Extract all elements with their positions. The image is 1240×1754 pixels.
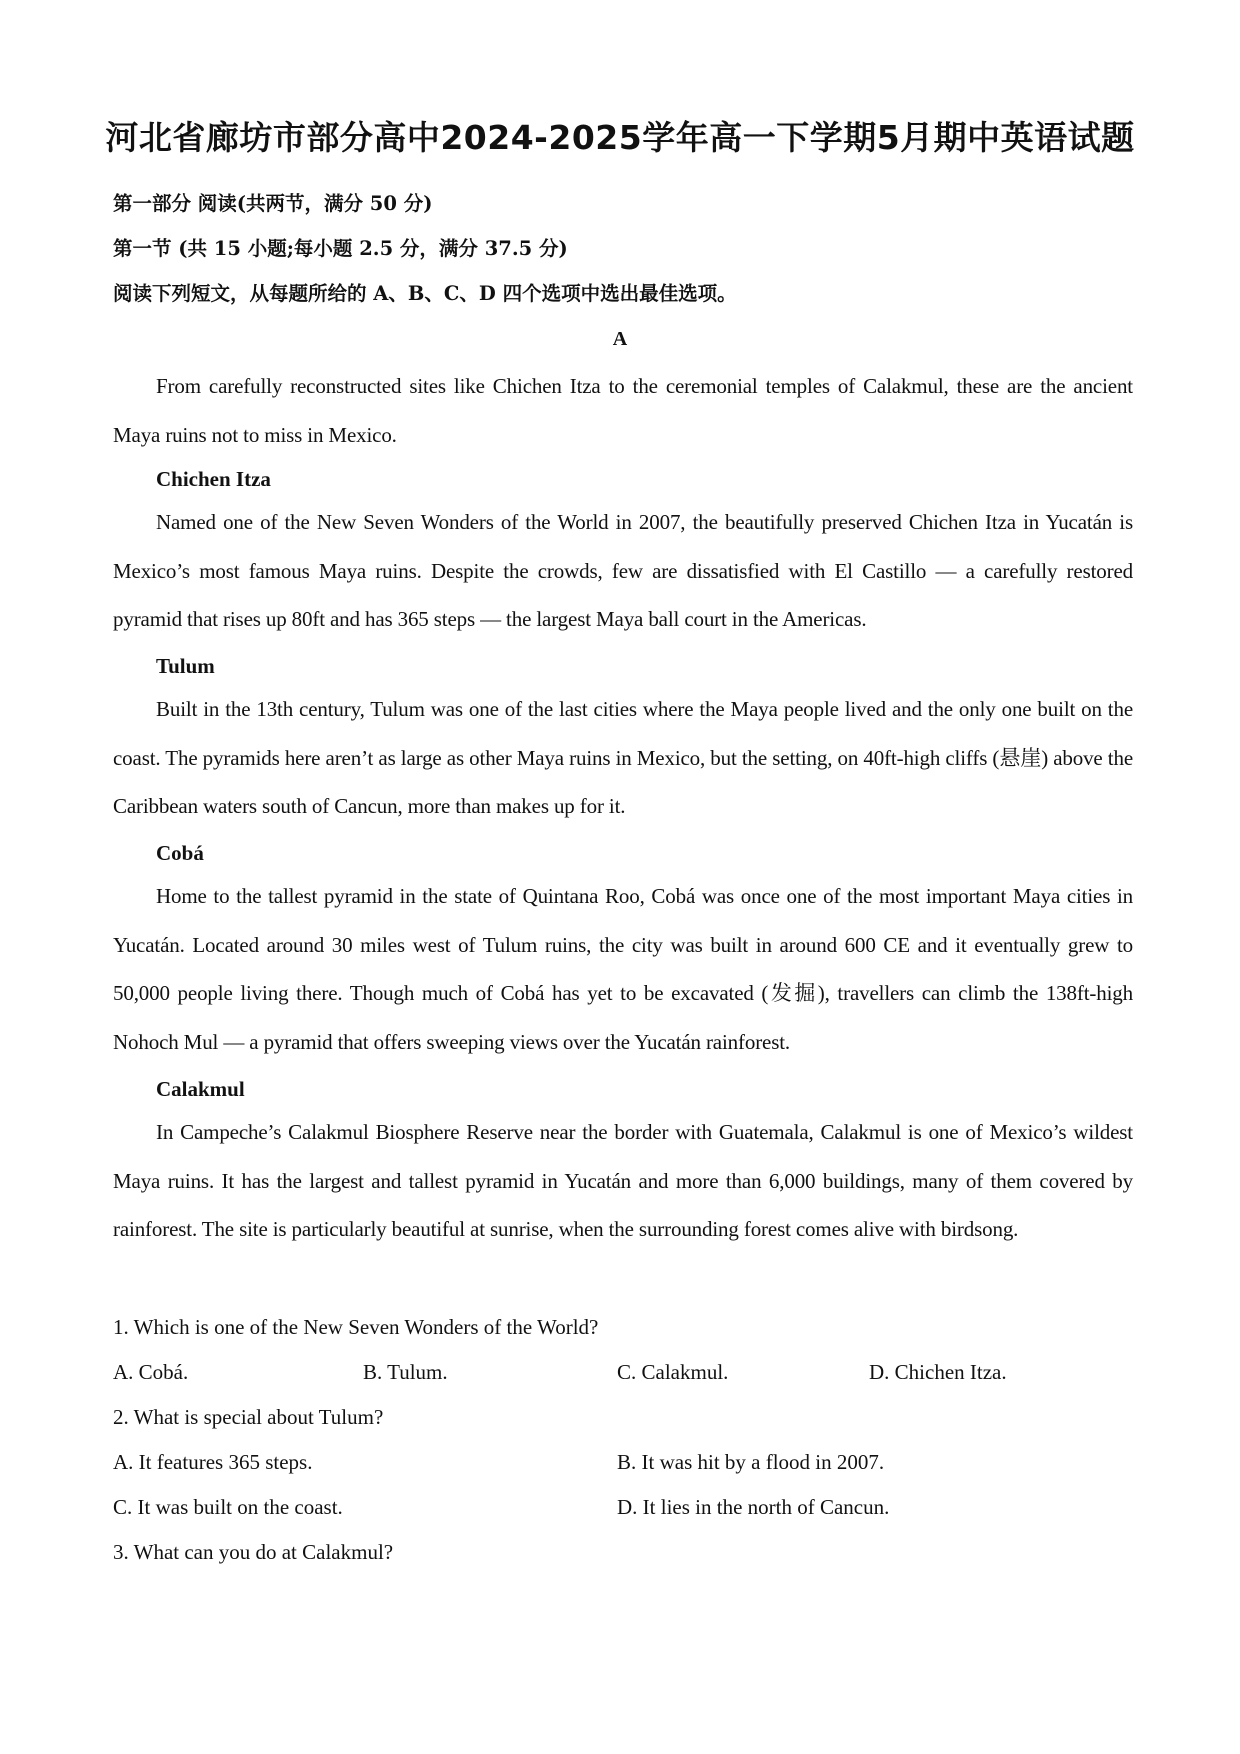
- section-heading-tulum: Tulum: [156, 654, 215, 678]
- question-2-option-a[interactable]: A. It features 365 steps.: [113, 1450, 313, 1474]
- passage-intro: From carefully reconstructed sites like Chichen Itza to the ceremonial temples of Calakmul, these are the ancient Maya ruins not to miss in Mexico.: [113, 374, 1133, 447]
- section-text-coba: Home to the tallest pyramid in the state of Quintana Roo, Cobá was once one of the most important Maya cities in Yucatán. Located around 30 miles west of Tulum ruins, the city was built in around 600 CE and it eventually grew to 50,000 people living there. Though much of Cobá has yet to be excavated (发掘), travellers can climb the 138ft-high Nohoch Mul — a pyramid that offers sweeping views over the Yucatán rainforest.: [113, 884, 1133, 1054]
- part-header: 第一部分 阅读(共两节，满分 50 分): [113, 192, 433, 215]
- section-heading-chichen-itza: Chichen Itza: [156, 467, 271, 491]
- passage-label: A: [612, 328, 628, 350]
- question-1-option-b[interactable]: B. Tulum.: [363, 1360, 448, 1384]
- section-text-chichen-itza: Named one of the New Seven Wonders of the World in 2007, the beautifully preserved Chichen Itza in Yucatán is Mexico’s most famous Maya ruins. Despite the crowds, few are dissatisfied with El Castillo — a carefully restored pyramid that rises up 80ft and has 365 steps — the largest Maya ball court in the Americas.: [113, 510, 1133, 631]
- question-1-stem: 1. Which is one of the New Seven Wonders of the World?: [113, 1315, 599, 1339]
- section-header: 第一节 (共 15 小题;每小题 2.5 分，满分 37.5 分): [113, 237, 568, 260]
- question-2-option-c[interactable]: C. It was built on the coast.: [113, 1495, 343, 1519]
- question-1-option-d[interactable]: D. Chichen Itza.: [869, 1360, 1007, 1384]
- section-text-tulum: Built in the 13th century, Tulum was one of the last cities where the Maya people lived and the only one built on the coast. The pyramids here aren’t as large as other Maya ruins in Mexico, but the setting, on 40ft-high cliffs (悬崖) above the Caribbean waters south of Cancun, more than makes up for it.: [113, 697, 1133, 818]
- exam-title: 河北省廊坊市部分高中2024-2025学年高一下学期5月期中英语试题: [105, 118, 1135, 157]
- question-3-stem: 3. What can you do at Calakmul?: [113, 1540, 394, 1564]
- question-1-option-a[interactable]: A. Cobá.: [113, 1360, 189, 1384]
- section-text-calakmul: In Campeche’s Calakmul Biosphere Reserve near the border with Guatemala, Calakmul is one of Mexico’s wildest Maya ruins. It has the largest and tallest pyramid in Yucatán and more than 6,000 buildings, many of them covered by rainforest. The site is particularly beautiful at sunrise, when the surrounding forest comes alive with birdsong.: [113, 1120, 1133, 1241]
- question-2-option-d[interactable]: D. It lies in the north of Cancun.: [617, 1495, 890, 1519]
- instruction-text: 阅读下列短文，从每题所给的 A、B、C、D 四个选项中选出最佳选项。: [113, 282, 737, 305]
- question-2-stem: 2. What is special about Tulum?: [113, 1405, 384, 1429]
- question-1-option-c[interactable]: C. Calakmul.: [617, 1360, 729, 1384]
- question-2-option-b[interactable]: B. It was hit by a flood in 2007.: [617, 1450, 885, 1474]
- section-heading-calakmul: Calakmul: [156, 1077, 245, 1101]
- section-heading-coba: Cobá: [156, 841, 204, 865]
